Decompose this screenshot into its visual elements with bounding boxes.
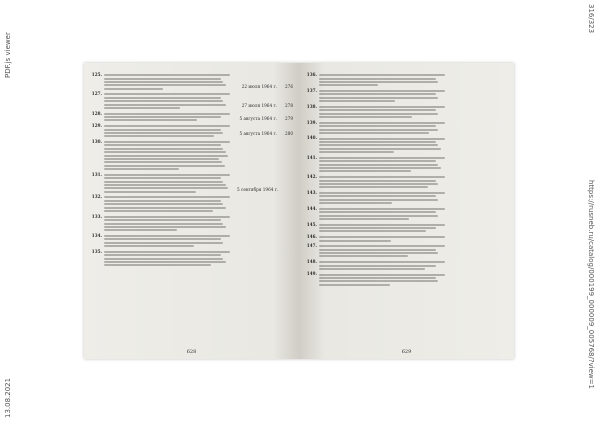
index-entry (90, 124, 293, 137)
entry-number: 129. (91, 122, 102, 128)
entry-text-lines (319, 121, 450, 134)
entry-text-lines (319, 156, 450, 173)
index-entry (305, 105, 508, 118)
index-entry (305, 191, 508, 204)
entry-text-lines (104, 92, 235, 109)
index-entry (305, 272, 508, 285)
index-entry (305, 121, 508, 134)
entry-number: 142. (306, 173, 317, 179)
entry-number: 139. (306, 119, 317, 125)
entry-text-lines (319, 223, 450, 233)
index-entry (90, 173, 293, 193)
index-entry (305, 73, 508, 86)
right-entry-list (305, 73, 508, 286)
entry-text-lines (319, 136, 450, 153)
index-entry (90, 112, 293, 122)
entry-number: 144. (306, 205, 317, 211)
entry-text-lines (104, 234, 235, 247)
entry-text-lines (104, 195, 235, 212)
entry-text-lines (319, 105, 450, 118)
entry-text-lines (104, 124, 235, 137)
entry-text-lines (104, 73, 235, 90)
left-page-number: 628 (186, 349, 197, 355)
entry-number: 132. (91, 194, 102, 200)
entry-number: 130. (91, 138, 102, 144)
right-page-number: 629 (401, 349, 412, 355)
entry-page: 278 (285, 103, 293, 109)
entry-text-lines (319, 272, 450, 285)
index-entry (305, 156, 508, 173)
entry-text-lines (104, 112, 235, 122)
entry-text-lines (104, 215, 235, 232)
index-entry (305, 244, 508, 257)
entry-number: 147. (306, 243, 317, 249)
entry-date: 5 августа 1964 г. (239, 131, 277, 137)
index-entry (90, 73, 293, 90)
entry-text-lines (319, 89, 450, 102)
entry-date: 5 августа 1964 г. (239, 115, 277, 121)
index-entry (90, 215, 293, 232)
entry-number: 143. (306, 189, 317, 195)
entry-number: 149. (306, 271, 317, 277)
index-entry (305, 175, 508, 188)
entry-text-lines (104, 250, 235, 267)
entry-number: 134. (91, 232, 102, 238)
index-entry (90, 92, 293, 109)
index-entry (305, 235, 508, 242)
page-counter-label: 316/323 (587, 4, 595, 34)
entry-number: 138. (306, 103, 317, 109)
entry-text-lines (319, 175, 450, 188)
entry-text-lines (319, 235, 450, 242)
entry-number: 127. (91, 91, 102, 97)
entry-number: 140. (306, 135, 317, 141)
index-entry (305, 136, 508, 153)
entry-text-lines (319, 244, 450, 257)
entry-number: 146. (306, 233, 317, 239)
index-entry (90, 234, 293, 247)
entry-text-lines (319, 260, 450, 270)
entry-text-lines (319, 191, 450, 204)
print-date-label: 13.08.2021 (4, 377, 12, 418)
index-entry (305, 223, 508, 233)
entry-number: 128. (91, 110, 102, 116)
entry-text-lines (104, 140, 235, 170)
entry-page: 276 (285, 83, 293, 89)
right-page (299, 63, 514, 359)
entry-number: 136. (306, 72, 317, 77)
entry-text-lines (319, 207, 450, 220)
index-entry (90, 195, 293, 212)
entry-number: 125. (91, 72, 102, 77)
entry-date: 27 июля 1964 г. (241, 103, 277, 109)
viewer-title-label: PDF.js viewer (4, 32, 12, 78)
index-entry (90, 250, 293, 267)
left-entry-list (90, 73, 293, 266)
index-entry (90, 140, 293, 170)
entry-date: 22 июля 1964 г. (241, 83, 277, 89)
index-entry (305, 89, 508, 102)
entry-text-lines (319, 73, 450, 86)
entry-page: 280 (285, 131, 293, 137)
entry-number: 137. (306, 87, 317, 93)
entry-number: 133. (91, 213, 102, 219)
index-entry (305, 260, 508, 270)
left-page (84, 63, 299, 359)
entry-number: 148. (306, 258, 317, 264)
entry-number: 135. (91, 248, 102, 254)
entry-date: 5 сентября 1964 г. (237, 186, 279, 192)
entry-number: 131. (91, 171, 102, 177)
entry-text-lines (104, 173, 235, 193)
book-spread (84, 63, 514, 359)
entry-number: 145. (306, 221, 317, 227)
entry-page: 279 (285, 115, 293, 121)
entry-number: 141. (306, 154, 317, 160)
source-url-label: https://rusneb.ru/catalog/000199_000009_005768/?view=1 (587, 180, 595, 390)
index-entry (305, 207, 508, 220)
